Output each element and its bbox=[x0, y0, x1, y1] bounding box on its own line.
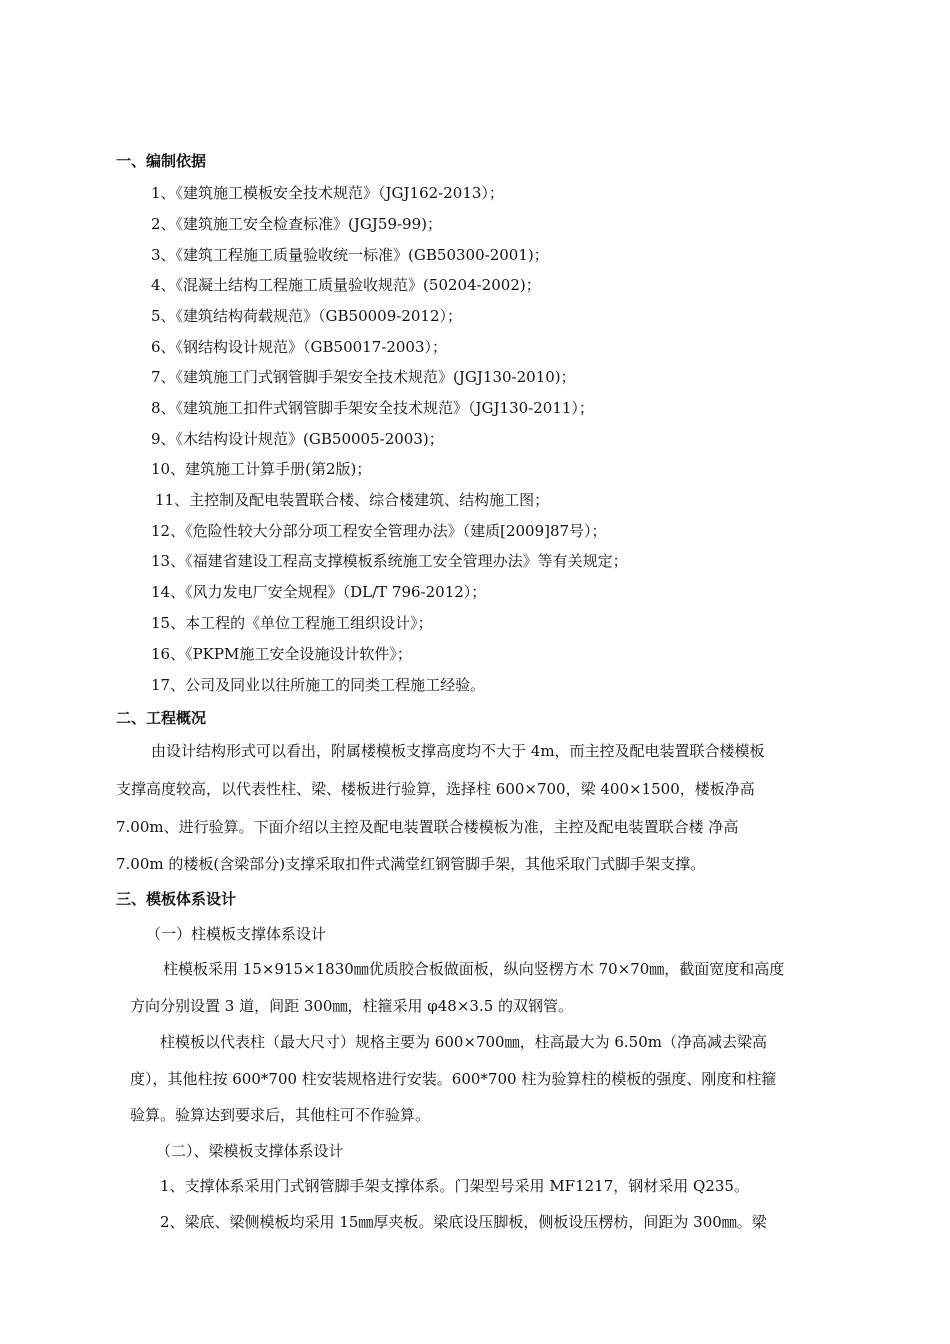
reference-item-5: 5、《建筑结构荷载规范》（GB50009-2012）； bbox=[151, 307, 463, 325]
reference-item-17: 17、公司及同业以往所施工的同类工程施工经验。 bbox=[151, 676, 486, 694]
subsection-beam-formwork: （二）、梁模板支撑体系设计 bbox=[156, 1142, 344, 1160]
overview-line-1: 由设计结构形式可以看出，附属楼模板支撑高度均不大于 4m，而主控及配电装置联合楼模板 bbox=[151, 742, 765, 760]
reference-item-11: 11、主控制及配电装置联合楼、综合楼建筑、结构施工图； bbox=[155, 491, 550, 509]
column-para-2-line-1: 柱模板以代表柱（最大尺寸）规格主要为 600×700㎜，柱高最大为 6.50m（净高减去梁高 bbox=[160, 1033, 767, 1051]
beam-item-2: 2、梁底、梁侧模板均采用 15㎜厚夹板。梁底设压脚板，侧板设压楞枋，间距为 300㎜。梁 bbox=[160, 1213, 767, 1231]
column-para-2-line-3: 验算。验算达到要求后，其他柱可不作验算。 bbox=[130, 1106, 431, 1124]
overview-line-4: 7.00m 的楼板(含梁部分)支撑采取扣件式满堂红钢管脚手架，其他采取门式脚手架支撑。 bbox=[116, 855, 706, 873]
column-para-1-line-1: 柱模板采用 15×915×1830㎜优质胶合板做面板，纵向竖楞方木 70×70㎜，截面宽度和高度 bbox=[163, 960, 785, 978]
beam-item-1: 1、支撑体系采用门式钢管脚手架支撑体系。门架型号采用 MF1217，钢材采用 Q235。 bbox=[160, 1177, 749, 1195]
reference-item-16: 16、《PKPM施工安全设施设计软件》； bbox=[151, 645, 412, 663]
reference-item-12: 12、《危险性较大分部分项工程安全管理办法》（建质[2009]87号）； bbox=[151, 522, 607, 540]
reference-item-14: 14、《风力发电厂安全规程》（DL/T 796-2012）； bbox=[151, 583, 487, 601]
section-3-heading: 三、模板体系设计 bbox=[116, 890, 237, 908]
reference-item-8: 8、《建筑施工扣件式钢管脚手架安全技术规范》（JGJ130-2011）； bbox=[151, 399, 594, 417]
section-2-heading: 二、工程概况 bbox=[116, 709, 207, 727]
overview-line-3: 7.00m、进行验算。下面介绍以主控及配电装置联合楼模板为准，主控及配电装置联合楼 净高 bbox=[116, 818, 739, 836]
column-para-2-line-2: 度），其他柱按 600*700 柱安装规格进行安装。600*700 柱为验算柱的模板的强度、刚度和柱箍 bbox=[130, 1070, 777, 1088]
reference-item-13: 13、《福建省建设工程高支撑模板系统施工安全管理办法》等有关规定； bbox=[151, 552, 628, 570]
reference-item-9: 9、《木结构设计规范》(GB50005-2003)； bbox=[151, 430, 444, 448]
reference-item-10: 10、建筑施工计算手册(第2版)； bbox=[151, 460, 372, 478]
reference-item-2: 2、《建筑施工安全检查标准》(JGJ59-99)； bbox=[151, 215, 443, 233]
reference-item-3: 3、《建筑工程施工质量验收统一标准》(GB50300-2001)； bbox=[151, 246, 549, 264]
reference-item-4: 4、《混凝土结构工程施工质量验收规范》(50204-2002)； bbox=[151, 276, 541, 294]
column-para-1-line-2: 方向分别设置 3 道，间距 300㎜，柱箍采用 φ48×3.5 的双钢管。 bbox=[130, 997, 574, 1015]
reference-item-1: 1、《建筑施工模板安全技术规范》（JGJ162-2013）； bbox=[151, 184, 504, 202]
reference-item-6: 6、《钢结构设计规范》（GB50017-2003）； bbox=[151, 338, 448, 356]
overview-line-2: 支撑高度较高，以代表性柱、梁、楼板进行验算，选择柱 600×700，梁 400×1500，楼板净高 bbox=[116, 780, 755, 798]
section-1-heading: 一、编制依据 bbox=[116, 152, 207, 170]
reference-item-15: 15、本工程的《单位工程施工组织设计》； bbox=[151, 614, 433, 632]
reference-item-7: 7、《建筑施工门式钢管脚手架安全技术规范》(JGJ130-2010)； bbox=[151, 368, 576, 386]
subsection-column-formwork: （一）柱模板支撑体系设计 bbox=[146, 925, 327, 943]
